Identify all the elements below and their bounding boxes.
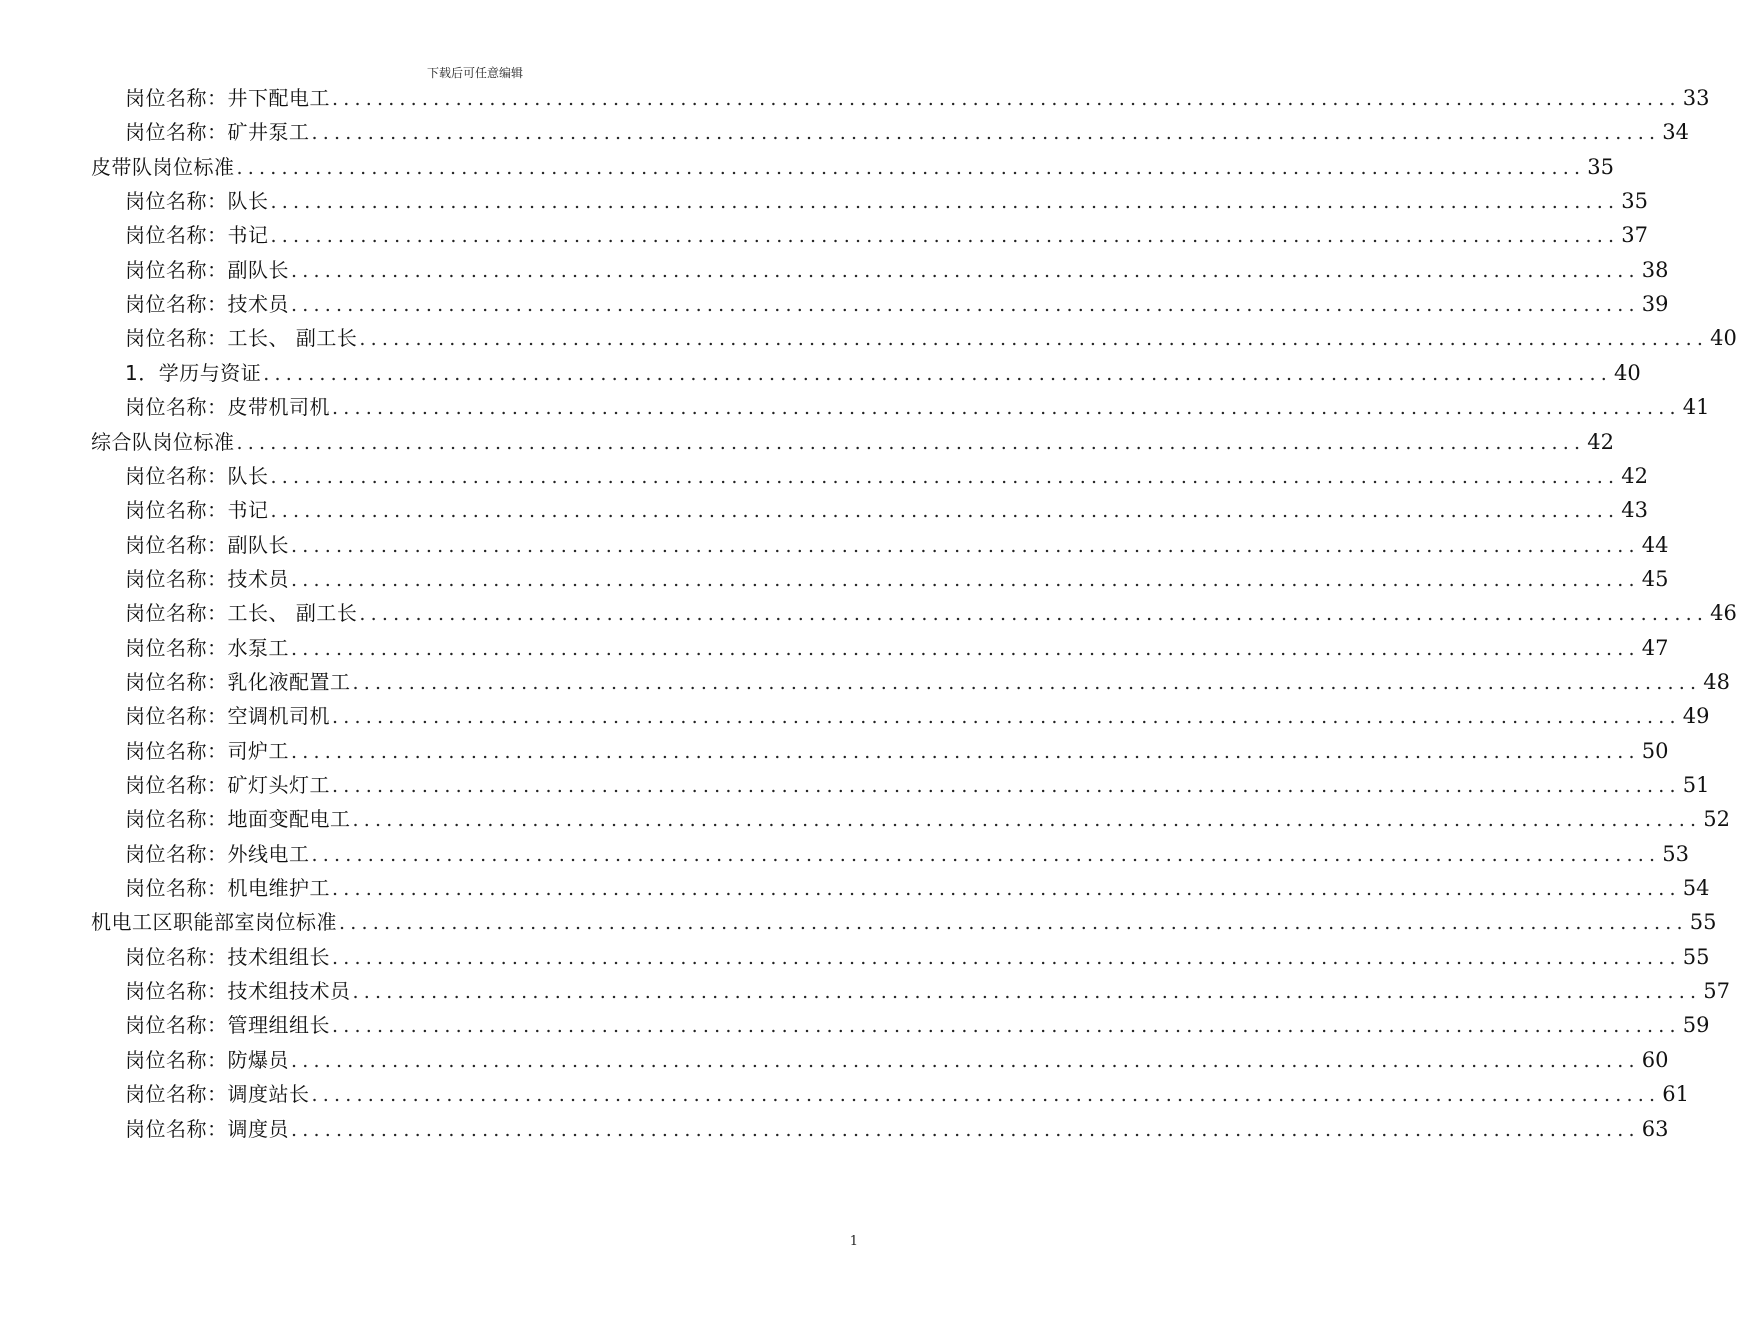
- toc-entry[interactable]: [125, 184, 1648, 218]
- toc-entry[interactable]: [125, 562, 1669, 596]
- toc-entry[interactable]: [125, 459, 1648, 493]
- toc-entry-title: 岗位名称：副队长: [125, 257, 289, 282]
- page-header: 下载后可任意编辑: [426, 66, 523, 80]
- toc-entry-page: 42: [1587, 429, 1614, 454]
- toc-entry[interactable]: [125, 837, 1689, 871]
- toc-entry[interactable]: [125, 1112, 1669, 1146]
- toc-entry[interactable]: [125, 699, 1710, 733]
- toc-entry-page: 50: [1641, 738, 1669, 763]
- toc-entry-title: 1．学历与资证: [125, 360, 262, 385]
- toc-entry[interactable]: [91, 905, 1717, 939]
- toc-entry[interactable]: [125, 940, 1710, 974]
- toc-entry-title: 岗位名称：矿井泵工: [125, 120, 310, 145]
- toc-entry[interactable]: [91, 425, 1614, 459]
- toc-entry-page: 46: [1710, 601, 1737, 626]
- toc-leader-dots: ........................................................................................................................: [359, 603, 1709, 626]
- toc-entry-page: 49: [1682, 704, 1710, 729]
- toc-entry[interactable]: [125, 287, 1669, 321]
- toc-entry-page: 37: [1621, 223, 1648, 248]
- toc-leader-dots: ........................................................................................................................: [332, 1015, 1681, 1038]
- toc-entry-title: 岗位名称：调度员: [125, 1116, 289, 1141]
- toc-entry-title: 岗位名称：皮带机司机: [125, 395, 330, 420]
- toc-entry-page: 39: [1641, 292, 1669, 317]
- toc-leader-dots: ........................................................................................................................: [359, 328, 1709, 351]
- toc-entry[interactable]: [125, 1043, 1669, 1077]
- toc-entry-title: 岗位名称：工长、 副工长: [125, 601, 358, 626]
- toc-leader-dots: ........................................................................................................................: [270, 225, 1620, 248]
- toc-entry[interactable]: [125, 218, 1648, 252]
- toc-leader-dots: ........................................................................................................................: [291, 1118, 1640, 1141]
- toc-entry-title: 岗位名称：机电维护工: [125, 876, 330, 901]
- toc-entry-title: 岗位名称：书记: [125, 498, 269, 523]
- toc-entry-title: 岗位名称：技术组组长: [125, 944, 330, 969]
- toc-entry-title: 岗位名称：司炉工: [125, 738, 289, 763]
- toc-leader-dots: ........................................................................................................................: [291, 637, 1640, 660]
- toc-leader-dots: ........................................................................................................................: [311, 122, 1661, 145]
- toc-leader-dots: ........................................................................................................................: [352, 981, 1702, 1004]
- toc-entry-page: 47: [1641, 635, 1669, 660]
- toc-entry-title: 皮带队岗位标准: [91, 154, 235, 179]
- toc-leader-dots: ........................................................................................................................: [263, 362, 1612, 385]
- toc-entry-page: 34: [1662, 120, 1689, 145]
- toc-entry[interactable]: [125, 528, 1669, 562]
- toc-entry-page: 63: [1641, 1116, 1669, 1141]
- toc-leader-dots: ........................................................................................................................: [291, 1049, 1640, 1072]
- toc-entry-title: 岗位名称：矿灯头灯工: [125, 773, 330, 797]
- toc-entry-page: 59: [1682, 1013, 1710, 1038]
- toc-entry-page: 60: [1641, 1047, 1669, 1072]
- toc-entry-title: 岗位名称：工长、 副工长: [125, 326, 358, 351]
- toc-entry[interactable]: [125, 390, 1710, 424]
- toc-entry-page: 44: [1641, 532, 1669, 557]
- toc-entry[interactable]: [125, 1008, 1710, 1042]
- toc-leader-dots: ........................................................................................................................: [236, 431, 1586, 454]
- toc-entry-title: 岗位名称：地面变配电工: [125, 807, 351, 832]
- toc-leader-dots: ........................................................................................................................: [332, 706, 1681, 729]
- toc-entry[interactable]: [91, 150, 1614, 184]
- toc-leader-dots: ........................................................................................................................: [332, 775, 1681, 797]
- toc-entry[interactable]: [125, 802, 1730, 836]
- toc-leader-dots: ........................................................................................................................: [291, 740, 1640, 763]
- toc-entry[interactable]: [125, 321, 1737, 355]
- toc-leader-dots: ........................................................................................................................: [311, 1084, 1661, 1107]
- toc-entry[interactable]: [125, 974, 1730, 1008]
- toc-leader-dots: ........................................................................................................................: [332, 397, 1681, 420]
- toc-entry-page: 42: [1621, 463, 1648, 488]
- toc-entry-title: 岗位名称：技术员: [125, 292, 289, 317]
- toc-leader-dots: ........................................................................................................................: [339, 912, 1688, 935]
- toc-entry-page: 53: [1662, 841, 1689, 866]
- toc-entry-title: 岗位名称：管理组组长: [125, 1013, 330, 1038]
- toc-leader-dots: ........................................................................................................................: [270, 500, 1620, 523]
- toc-entry[interactable]: [125, 115, 1689, 149]
- toc-entry-page: 54: [1682, 876, 1710, 901]
- toc-entry[interactable]: [125, 871, 1710, 905]
- toc-entry-title: 岗位名称：调度站长: [125, 1082, 310, 1107]
- toc-leader-dots: ........................................................................................................................: [236, 156, 1586, 179]
- toc-leader-dots: ........................................................................................................................: [311, 843, 1661, 866]
- toc-entry[interactable]: [125, 631, 1669, 665]
- toc-leader-dots: ........................................................................................................................: [291, 294, 1640, 317]
- toc-leader-dots: ........................................................................................................................: [291, 568, 1640, 591]
- toc-entry-title: 岗位名称：队长: [125, 189, 269, 214]
- toc-entry[interactable]: [125, 665, 1730, 699]
- toc-entry-page: 48: [1703, 669, 1730, 694]
- toc-entry[interactable]: [125, 734, 1669, 768]
- toc-entry-title: 岗位名称：技术组技术员: [125, 979, 351, 1004]
- toc-leader-dots: ........................................................................................................................: [332, 946, 1681, 969]
- toc-entry-title: 岗位名称：水泵工: [125, 635, 289, 660]
- toc-entry-page: 51: [1682, 773, 1710, 797]
- toc-entry-title: 岗位名称：副队长: [125, 532, 289, 557]
- toc-entry-title: 岗位名称：队长: [125, 463, 269, 488]
- toc-entry-page: 61: [1662, 1082, 1689, 1107]
- toc-entry-page: 52: [1703, 807, 1730, 832]
- toc-leader-dots: ........................................................................................................................: [291, 534, 1640, 557]
- toc-entry-page: 55: [1689, 910, 1717, 935]
- toc-entry-page: 57: [1703, 979, 1730, 1004]
- toc-entry-page: 40: [1613, 360, 1641, 385]
- toc-entry-page: 45: [1641, 566, 1669, 591]
- toc-entry[interactable]: [125, 81, 1710, 115]
- toc-entry-title: 岗位名称：井下配电工: [125, 86, 330, 110]
- toc-leader-dots: ........................................................................................................................: [291, 259, 1640, 282]
- toc-entry[interactable]: [125, 596, 1737, 630]
- toc-entry-page: 55: [1682, 944, 1710, 969]
- toc-entry[interactable]: [125, 493, 1648, 527]
- toc-leader-dots: ........................................................................................................................: [332, 88, 1681, 110]
- toc-entry[interactable]: [125, 768, 1710, 802]
- page-number: 1: [849, 1234, 858, 1249]
- toc-entry-title: 岗位名称：技术员: [125, 566, 289, 591]
- toc-entry[interactable]: [125, 1077, 1689, 1111]
- toc-leader-dots: ........................................................................................................................: [352, 809, 1702, 832]
- toc-entry-page: 33: [1682, 86, 1710, 110]
- toc-leader-dots: ........................................................................................................................: [270, 465, 1620, 488]
- toc-entry-title: 岗位名称：空调机司机: [125, 704, 330, 729]
- toc-entry-page: 38: [1641, 257, 1669, 282]
- toc-entry-page: 35: [1587, 154, 1614, 179]
- toc-entry-page: 43: [1621, 498, 1648, 523]
- toc-entry-title: 岗位名称：乳化液配置工: [125, 669, 351, 694]
- toc-entry[interactable]: [125, 356, 1641, 390]
- toc-entry-title: 机电工区职能部室岗位标准: [91, 910, 337, 935]
- toc-leader-dots: ........................................................................................................................: [270, 191, 1620, 214]
- toc-entry-title: 岗位名称：书记: [125, 223, 269, 248]
- toc-entry[interactable]: [125, 253, 1669, 287]
- toc-leader-dots: ........................................................................................................................: [352, 671, 1702, 694]
- toc-entry-title: 岗位名称：防爆员: [125, 1047, 289, 1072]
- toc-entry-page: 41: [1682, 395, 1710, 420]
- toc-entry-page: 40: [1710, 326, 1737, 351]
- toc-entry-title: 岗位名称：外线电工: [125, 841, 310, 866]
- toc-entry-page: 35: [1621, 189, 1648, 214]
- toc-leader-dots: ........................................................................................................................: [332, 878, 1681, 901]
- toc-entry-title: 综合队岗位标准: [91, 429, 235, 454]
